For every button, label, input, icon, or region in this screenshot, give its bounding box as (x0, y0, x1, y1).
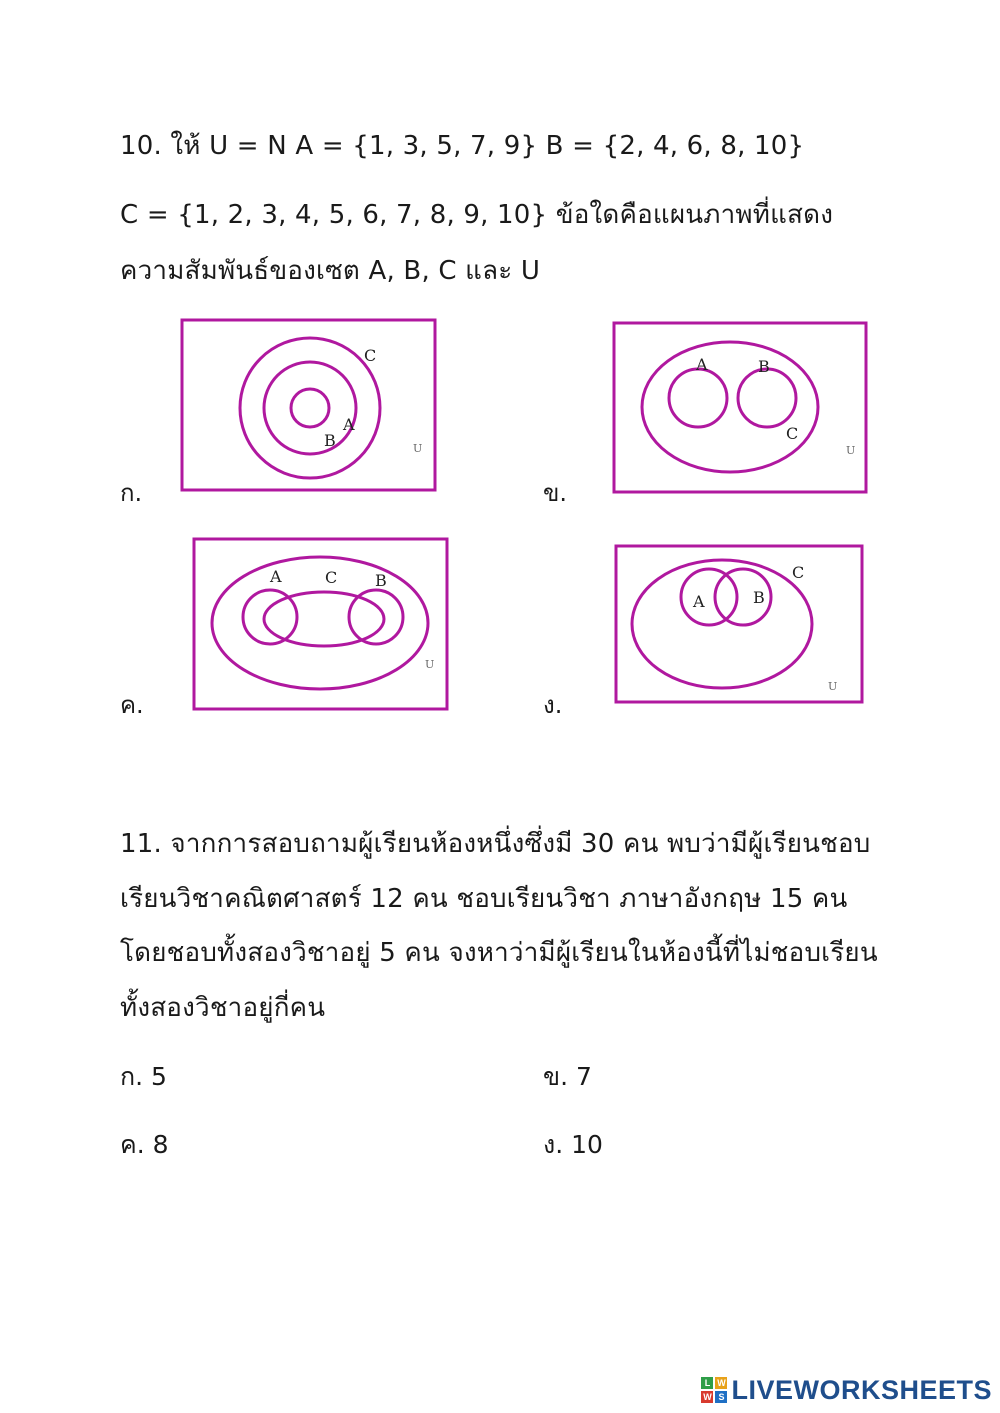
label-u: U (425, 658, 435, 671)
set-a-circle (264, 362, 356, 454)
set-c-ellipse (642, 342, 818, 472)
label-c: C (792, 563, 805, 582)
logo-text: LIVEWORKSHEETS (731, 1374, 992, 1405)
answer-option-b[interactable]: ข. 7 (543, 1062, 592, 1091)
q11-line-3: โดยชอบทั้งสองวิชาอยู่ 5 คน จงหาว่ามีผู้เรียนในห้องนี้ที่ไม่ชอบเรียน (120, 938, 878, 968)
set-a-circle (681, 569, 737, 625)
set-b-circle (291, 389, 329, 427)
logo-grid-icon: L W W S (703, 1378, 726, 1402)
q11-line-2: เรียนวิชาคณิตศาสตร์ 12 คน ชอบเรียนวิชา ภาษาอังกฤษ 15 คน (120, 884, 848, 914)
answer-option-d[interactable]: ง. 10 (543, 1130, 603, 1159)
label-a: A (696, 355, 708, 374)
label-b: B (375, 571, 387, 590)
option-a-label[interactable]: ก. (120, 479, 143, 507)
label-u: U (846, 444, 856, 457)
venn-diagram-option-c[interactable] (192, 537, 450, 713)
q10-line-1: 10. ให้ U = N A = {1, 3, 5, 7, 9} B = {2, 4, 6, 8, 10} (120, 131, 805, 161)
label-b: B (324, 431, 336, 450)
label-u: U (828, 680, 838, 693)
venn-diagram-option-b[interactable] (612, 321, 870, 496)
label-u: U (413, 442, 423, 455)
universe-rect (194, 539, 447, 709)
set-b-circle (738, 369, 796, 427)
answer-option-a[interactable]: ก. 5 (120, 1062, 167, 1091)
universe-rect (182, 320, 435, 490)
option-b-label[interactable]: ข. (543, 479, 568, 507)
q10-line-3: ความสัมพันธ์ของเซต A, B, C และ U (120, 256, 541, 286)
set-c-ellipse (264, 592, 384, 646)
venn-diagram-option-d[interactable] (614, 544, 866, 706)
label-b: B (753, 588, 765, 607)
label-a: A (343, 415, 355, 434)
set-a-circle (243, 590, 297, 644)
label-c: C (786, 424, 799, 443)
liveworksheets-logo (701, 1375, 992, 1405)
q11-line-4: ทั้งสองวิชาอยู่กี่คน (120, 993, 326, 1023)
option-c-label[interactable]: ค. (120, 691, 144, 719)
answer-option-c[interactable]: ค. 8 (120, 1130, 169, 1159)
set-b-circle (349, 590, 403, 644)
set-a-circle (669, 369, 727, 427)
q10-line-2: C = {1, 2, 3, 4, 5, 6, 7, 8, 9, 10} ข้อใดคือแผนภาพที่แสดง (120, 200, 834, 230)
label-c: C (325, 568, 338, 587)
option-d-label[interactable]: ง. (543, 691, 563, 719)
label-a: A (693, 592, 705, 611)
venn-diagram-option-a[interactable] (180, 318, 438, 494)
label-c: C (364, 346, 377, 365)
q11-line-1: 11. จากการสอบถามผู้เรียนห้องหนึ่งซึ่งมี 30 คน พบว่ามีผู้เรียนชอบ (120, 829, 871, 859)
set-c-circle (240, 338, 380, 478)
label-a: A (270, 567, 282, 586)
label-b: B (758, 357, 770, 376)
